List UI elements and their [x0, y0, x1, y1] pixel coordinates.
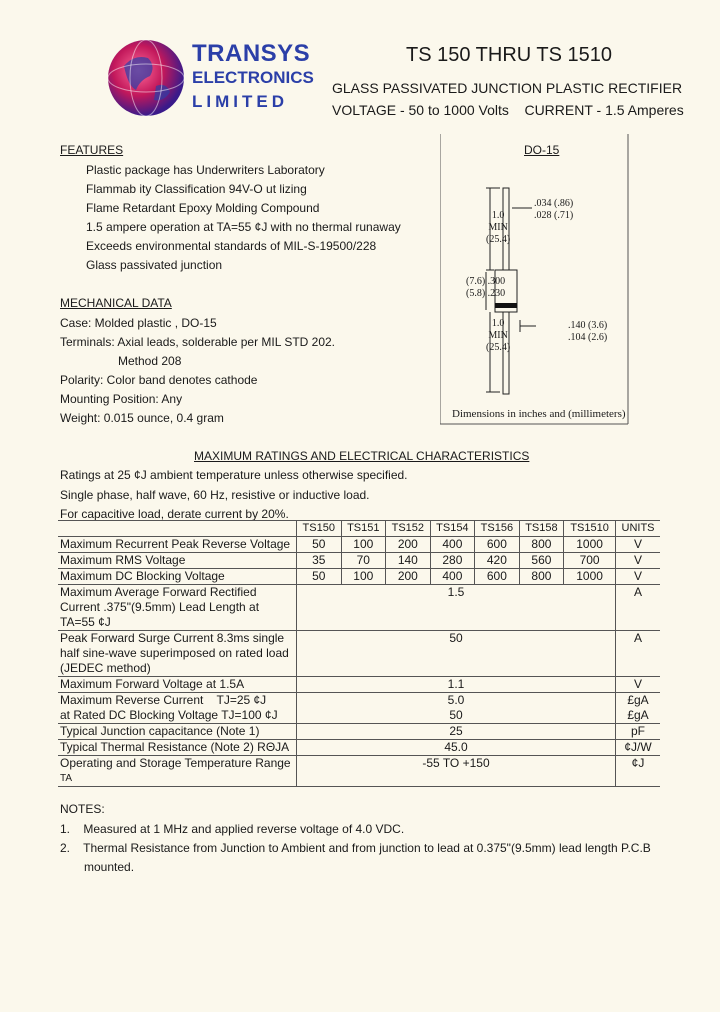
- param-line: at Rated DC Blocking Voltage TJ=100 ¢J: [60, 708, 278, 722]
- dim-value: .104: [568, 332, 586, 343]
- value-cell: 400: [430, 569, 475, 585]
- table-header-row: [58, 521, 660, 537]
- param-cell: Maximum DC Blocking Voltage: [58, 569, 297, 585]
- features-heading: FEATURES: [60, 143, 124, 157]
- ratings-note: Single phase, half wave, 60 Hz, resistive or inductive load.: [60, 488, 370, 502]
- dim-value: .230: [487, 288, 506, 299]
- table-row: [58, 537, 660, 553]
- mechanical-item: Mounting Position: Any: [60, 392, 183, 406]
- brand-name: TRANSYS: [192, 40, 311, 67]
- note-item: 1. Measured at 1 MHz and applied reverse voltage of 4.0 VDC.: [60, 822, 405, 836]
- unit-cell: V: [616, 569, 661, 585]
- unit-line: £gA: [627, 708, 649, 722]
- dim-value: (25.4): [486, 234, 511, 245]
- param-line: Maximum Reverse Current TJ=25 ¢J: [60, 693, 267, 707]
- table-row: [58, 677, 660, 693]
- param-line: Peak Forward Surge Current 8.3ms single: [60, 631, 285, 645]
- value-cell: 50: [297, 631, 616, 677]
- value-cell: 50: [297, 537, 342, 553]
- dim-value: (25.4): [486, 342, 511, 353]
- table-header-cell: TS151: [341, 521, 386, 537]
- ratings-table: [58, 520, 660, 787]
- mechanical-item: Terminals: Axial leads, solderable per MIL STD 202.: [60, 335, 336, 349]
- table-row: [58, 693, 660, 724]
- dim-value: .300: [487, 276, 506, 287]
- table-row: [58, 724, 660, 740]
- feature-item: Plastic package has Underwriters Laboratory: [86, 163, 325, 177]
- dim-value: (.71): [554, 210, 574, 221]
- value-cell: 200: [386, 537, 431, 553]
- param-cell: Typical Junction capacitance (Note 1): [58, 724, 297, 740]
- unit-cell: [616, 693, 661, 724]
- feature-item: Exceeds environmental standards of MIL-S-19500/228: [86, 239, 377, 253]
- value-cell: 35: [297, 553, 342, 569]
- unit-cell: V: [616, 677, 661, 693]
- dimensions-caption: Dimensions in inches and (millimeters): [452, 408, 626, 420]
- notes-title: NOTES:: [60, 802, 105, 816]
- value-cell: 1000: [564, 537, 616, 553]
- param-line: Operating and Storage Temperature Range: [60, 756, 291, 770]
- value-cell: 45.0: [297, 740, 616, 756]
- param-line: TA: [60, 773, 73, 784]
- dim-value: .140: [568, 320, 586, 331]
- table-header-cell: TS150: [297, 521, 342, 537]
- value-cell: 800: [519, 569, 564, 585]
- param-line: (JEDEC method): [60, 661, 151, 675]
- param-line: TA=55 ¢J: [60, 615, 111, 629]
- unit-line: £gA: [627, 693, 649, 707]
- dim-value: .028: [534, 210, 552, 221]
- dim-value: (.86): [554, 198, 574, 209]
- param-cell: [58, 585, 297, 631]
- dim-value: .034: [534, 198, 552, 209]
- table-row: [58, 585, 660, 631]
- value-cell: 50: [297, 569, 342, 585]
- dim-value: (3.6): [588, 320, 608, 331]
- param-line: Maximum Average Forward Rectified: [60, 585, 257, 599]
- mechanical-item: Case: Molded plastic , DO-15: [60, 316, 217, 330]
- package-frame: [440, 134, 630, 426]
- dim-value: (5.8): [466, 288, 486, 299]
- table-header-cell: UNITS: [616, 521, 661, 537]
- param-line: half sine-wave superimposed on rated load: [60, 646, 289, 660]
- feature-item: Flame Retardant Epoxy Molding Compound: [86, 201, 320, 215]
- param-cell: [58, 631, 297, 677]
- table-row: [58, 553, 660, 569]
- param-cell: Maximum RMS Voltage: [58, 553, 297, 569]
- table-row: [58, 756, 660, 787]
- unit-cell: V: [616, 553, 661, 569]
- dim-value: (2.6): [588, 332, 608, 343]
- value-cell: 600: [475, 569, 520, 585]
- param-line: Current .375"(9.5mm) Lead Length at: [60, 600, 260, 614]
- table-header-cell: TS1510: [564, 521, 616, 537]
- table-row: [58, 569, 660, 585]
- param-cell: Maximum Forward Voltage at 1.5A: [58, 677, 297, 693]
- value-cell: 700: [564, 553, 616, 569]
- brand-name-line2: ELECTRONICS: [192, 68, 314, 87]
- param-cell: Maximum Recurrent Peak Reverse Voltage: [58, 537, 297, 553]
- table-header-cell: [58, 521, 297, 537]
- value-cell: [297, 693, 616, 724]
- note-item-continuation: mounted.: [84, 860, 135, 874]
- value-cell: 400: [430, 537, 475, 553]
- table-header-cell: TS152: [386, 521, 431, 537]
- param-cell: [58, 693, 297, 724]
- unit-cell: ¢J/W: [616, 740, 661, 756]
- value-cell: 560: [519, 553, 564, 569]
- value-line: 50: [449, 708, 463, 722]
- param-cell: Typical Thermal Resistance (Note 2) RΘJA: [58, 740, 297, 756]
- ratings-note: Ratings at 25 ¢J ambient temperature unless otherwise specified.: [60, 468, 408, 482]
- mechanical-item: Weight: 0.015 ounce, 0.4 gram: [60, 411, 224, 425]
- unit-cell: V: [616, 537, 661, 553]
- value-cell: 70: [341, 553, 386, 569]
- value-cell: -55 TO +150: [297, 756, 616, 787]
- dim-value: MIN: [488, 330, 508, 341]
- value-line: 5.0: [447, 693, 465, 707]
- unit-cell: pF: [616, 724, 661, 740]
- feature-item: Glass passivated junction: [86, 258, 223, 272]
- value-cell: 280: [430, 553, 475, 569]
- table-header-cell: TS156: [475, 521, 520, 537]
- value-cell: 420: [475, 553, 520, 569]
- mechanical-item: Method 208: [118, 354, 182, 368]
- dim-value: (7.6): [466, 276, 486, 287]
- value-cell: 25: [297, 724, 616, 740]
- ratings-note: For capacitive load, derate current by 20%.: [60, 507, 289, 521]
- note-item: 2. Thermal Resistance from Junction to Ambient and from junction to lead at 0.375"(9.5mm) lead length P.C.B: [60, 841, 651, 855]
- unit-cell: ¢J: [616, 756, 661, 787]
- value-cell: 600: [475, 537, 520, 553]
- feature-item: Flammab ity Classification 94V-O ut lizing: [86, 182, 307, 196]
- voltage-current-rating: VOLTAGE - 50 to 1000 Volts CURRENT - 1.5 Amperes: [332, 102, 684, 118]
- dim-value: MIN: [488, 222, 508, 233]
- table-row: [58, 740, 660, 756]
- globe-logo-icon: [104, 36, 188, 120]
- product-subtitle: GLASS PASSIVATED JUNCTION PLASTIC RECTIFIER: [332, 80, 683, 96]
- param-cell: [58, 756, 297, 787]
- ratings-heading: MAXIMUM RATINGS AND ELECTRICAL CHARACTERISTICS: [194, 449, 530, 463]
- dim-value: 1.0: [491, 318, 505, 329]
- part-number-title: TS 150 THRU TS 1510: [406, 44, 613, 66]
- value-cell: 1.5: [297, 585, 616, 631]
- table-header-cell: TS158: [519, 521, 564, 537]
- dim-value: 1.0: [491, 210, 505, 221]
- table-row: [58, 631, 660, 677]
- mechanical-data-heading: MECHANICAL DATA: [60, 296, 172, 310]
- value-cell: 140: [386, 553, 431, 569]
- table-header-cell: TS154: [430, 521, 475, 537]
- feature-item: 1.5 ampere operation at TA=55 ¢J with no thermal runaway: [86, 220, 401, 234]
- value-cell: 1000: [564, 569, 616, 585]
- unit-cell: A: [616, 585, 661, 631]
- value-cell: 200: [386, 569, 431, 585]
- mechanical-item: Polarity: Color band denotes cathode: [60, 373, 258, 387]
- unit-cell: A: [616, 631, 661, 677]
- value-cell: 100: [341, 569, 386, 585]
- package-label: DO-15: [524, 143, 560, 157]
- value-cell: 800: [519, 537, 564, 553]
- value-cell: 100: [341, 537, 386, 553]
- value-cell: 1.1: [297, 677, 616, 693]
- brand-name-line3: LIMITED: [192, 92, 288, 111]
